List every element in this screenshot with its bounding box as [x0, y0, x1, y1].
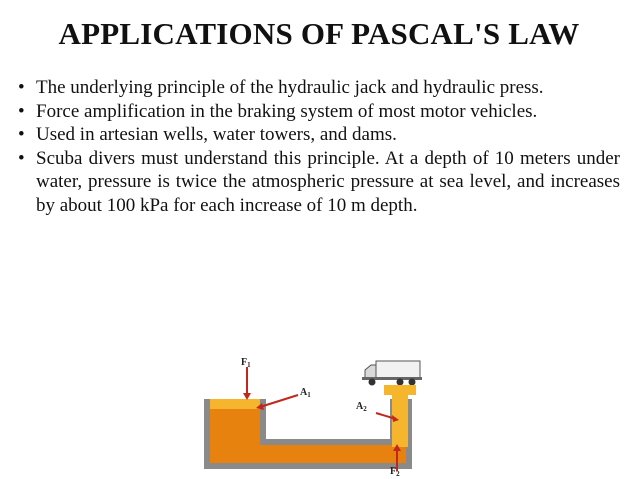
a1-label: $A_1$	[300, 387, 311, 399]
bullet-item: • Used in artesian wells, water towers, and dams.	[18, 123, 620, 147]
slide-title: APPLICATIONS OF PASCAL'S LAW	[58, 16, 580, 51]
hydraulic-press-diagram	[200, 355, 440, 477]
f2-label: $F_2$	[390, 466, 400, 477]
bullet-item: • The underlying principle of the hydraulic jack and hydraulic press.	[18, 76, 620, 100]
truck-icon	[362, 361, 422, 386]
bullet-item: • Scuba divers must understand this principle. At a depth of 10 meters under water, pressure is twice the atmospheric pressure at sea level, and increases by about 100 kPa for each increase of 10 m depth.	[18, 147, 620, 218]
f1-label: $F_1$	[241, 357, 251, 369]
a2-label: $A_2$	[356, 401, 367, 413]
bullet-item: • Force amplification in the braking system of most motor vehicles.	[18, 100, 620, 124]
bullet-list	[18, 76, 620, 217]
